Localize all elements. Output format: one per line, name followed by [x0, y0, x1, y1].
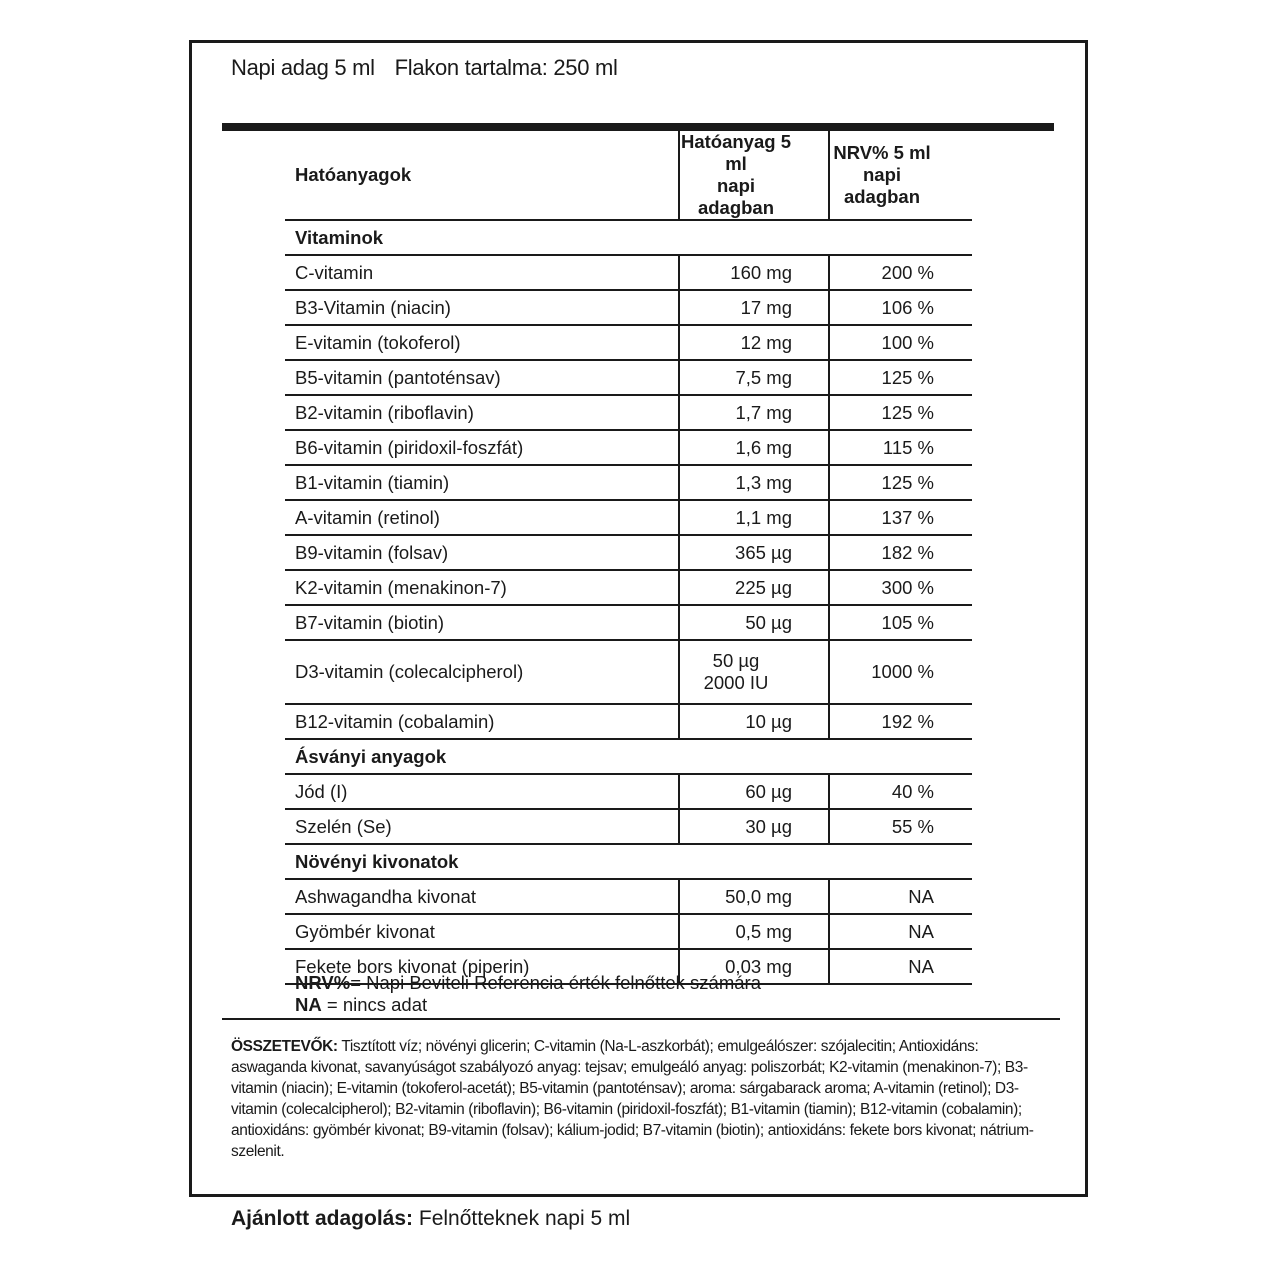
- recommended-dosage: [231, 1207, 630, 1231]
- ingredient-name: B9-vitamin (folsav): [285, 535, 679, 570]
- nrv-note: [295, 972, 761, 994]
- nrv-key: NRV%: [295, 972, 351, 993]
- section-vitamins: [285, 220, 972, 255]
- ingredient-name: C-vitamin: [285, 255, 679, 290]
- ingredients-rule: [222, 1018, 1060, 1020]
- ingredient-amount: 225 µg: [679, 570, 829, 605]
- ingredients-list: Tisztított víz; növényi glicerin; C-vitamin (Na-L-aszkorbát); emulgeálószer: szójalecitin; Antioxidáns: aswaganda kivonat, savanyúságot szabályozó anyag: tejsav; emulgeáló anyag: poliszorbát; K2-vitamin (menakinon-7); B3-vitamin (niacin); E-vitamin (tokoferol-acetát); B5-vitamin (pantoténsav); aroma: sárgabarack aroma; A-vitamin (retinol); D3-vitamin (colecalcipherol); B2-vitamin (riboflavin); B6-vitamin (piridoxil-foszfát); B1-vitamin (tiamin); B12-vitamin (cobalamin); antioxidáns: gyömbér kivonat; B9-vitamin (folsav); kálium-jodid; B7-vitamin (biotin); antioxidáns: fekete bors kivonat; nátrium-szelenit.: [231, 1038, 1034, 1160]
- ingredient-nrv: 125 %: [829, 465, 972, 500]
- table-row: [285, 360, 972, 395]
- table-row: [285, 535, 972, 570]
- ingredient-amount: 160 mg: [679, 255, 829, 290]
- ingredient-name: A-vitamin (retinol): [285, 500, 679, 535]
- dosage-label: Ajánlott adagolás:: [231, 1207, 414, 1230]
- ingredient-name: B5-vitamin (pantoténsav): [285, 360, 679, 395]
- ingredient-nrv: NA: [829, 949, 972, 984]
- table-row: [285, 395, 972, 430]
- section-minerals: [285, 739, 972, 774]
- table-row: [285, 605, 972, 640]
- ingredients-text: [231, 1036, 1051, 1162]
- ingredient-amount: 365 µg: [679, 535, 829, 570]
- ingredient-nrv: 106 %: [829, 290, 972, 325]
- table-row: [285, 914, 972, 949]
- section-title: Ásványi anyagok: [285, 739, 972, 774]
- ingredient-nrv: 192 %: [829, 704, 972, 739]
- header-nrv: [829, 131, 972, 220]
- ingredient-amount: 10 µg: [679, 704, 829, 739]
- na-text: = nincs adat: [321, 994, 428, 1015]
- ingredient-name: E-vitamin (tokoferol): [285, 325, 679, 360]
- nutrition-table: [285, 131, 972, 985]
- header-active-ingredients: Hatóanyagok: [285, 131, 679, 220]
- ingredient-name: B3-Vitamin (niacin): [285, 290, 679, 325]
- na-note: [295, 994, 761, 1016]
- ingredient-amount: 1,7 mg: [679, 395, 829, 430]
- ingredient-nrv: NA: [829, 914, 972, 949]
- ingredient-nrv: 1000 %: [829, 640, 972, 704]
- legend-notes: [295, 972, 761, 1016]
- ingredient-amount: 1,3 mg: [679, 465, 829, 500]
- header-amount: [679, 131, 829, 220]
- ingredient-name: B12-vitamin (cobalamin): [285, 704, 679, 739]
- ingredient-nrv: 55 %: [829, 809, 972, 844]
- ingredient-nrv: 105 %: [829, 605, 972, 640]
- table-row: [285, 290, 972, 325]
- ingredient-amount: 1,1 mg: [679, 500, 829, 535]
- table-row: [285, 774, 972, 809]
- header-amount-line1: Hatóanyag 5 ml: [680, 131, 791, 174]
- ingredient-name: Gyömbér kivonat: [285, 914, 679, 949]
- ingredient-amount: 50,0 mg: [679, 879, 829, 914]
- ingredient-name: Szelén (Se): [285, 809, 679, 844]
- ingredient-nrv: 115 %: [829, 430, 972, 465]
- ingredient-amount: 17 mg: [679, 290, 829, 325]
- table-header-row: [285, 131, 972, 220]
- table-row: [285, 465, 972, 500]
- ingredient-amount: 50 µg: [679, 605, 829, 640]
- ingredient-name: K2-vitamin (menakinon-7): [285, 570, 679, 605]
- amount-line1: 50 µg: [712, 650, 760, 671]
- table-body: [285, 220, 972, 984]
- table-row: [285, 255, 972, 290]
- table-row: [285, 500, 972, 535]
- nrv-text: = Napi Beviteli Referencia érték felnőttek számára: [350, 972, 761, 993]
- ingredient-nrv: 40 %: [829, 774, 972, 809]
- ingredient-amount: 7,5 mg: [679, 360, 829, 395]
- section-title: Vitaminok: [285, 220, 972, 255]
- table-row: [285, 809, 972, 844]
- table-row: [285, 430, 972, 465]
- ingredient-nrv: 200 %: [829, 255, 972, 290]
- ingredient-name: D3-vitamin (colecalcipherol): [285, 640, 679, 704]
- ingredient-name: Jód (I): [285, 774, 679, 809]
- daily-dose: Napi adag 5 ml: [231, 55, 375, 80]
- section-title: Növényi kivonatok: [285, 844, 972, 879]
- ingredient-nrv: 300 %: [829, 570, 972, 605]
- ingredient-name: Fekete bors kivonat (piperin): [285, 949, 679, 984]
- ingredient-amount: 0,03 mg: [679, 949, 829, 984]
- amount-line2: 2000 IU: [703, 672, 769, 693]
- ingredient-amount: [679, 640, 829, 704]
- section-plants: [285, 844, 972, 879]
- ingredient-amount: 12 mg: [679, 325, 829, 360]
- ingredient-name: B7-vitamin (biotin): [285, 605, 679, 640]
- ingredient-name: B1-vitamin (tiamin): [285, 465, 679, 500]
- ingredient-name: B2-vitamin (riboflavin): [285, 395, 679, 430]
- ingredient-nrv: 125 %: [829, 395, 972, 430]
- table-row: [285, 570, 972, 605]
- table-row: [285, 325, 972, 360]
- ingredients-label: ÖSSZETEVŐK:: [231, 1038, 338, 1055]
- header-nrv-line1: NRV% 5 ml: [833, 142, 931, 163]
- ingredient-nrv: 125 %: [829, 360, 972, 395]
- na-key: NA: [295, 994, 322, 1015]
- table-row: [285, 879, 972, 914]
- ingredient-amount: 60 µg: [679, 774, 829, 809]
- ingredient-amount: 0,5 mg: [679, 914, 829, 949]
- header-nrv-line2: napi adagban: [843, 164, 921, 207]
- dose-info: [231, 55, 618, 81]
- ingredient-nrv: 137 %: [829, 500, 972, 535]
- bottle-content: Flakon tartalma: 250 ml: [394, 55, 618, 80]
- ingredient-nrv: 100 %: [829, 325, 972, 360]
- ingredient-name: Ashwagandha kivonat: [285, 879, 679, 914]
- dosage-text: Felnőtteknek napi 5 ml: [413, 1207, 631, 1230]
- table-row: [285, 704, 972, 739]
- header-amount-line2: napi adagban: [697, 175, 775, 218]
- ingredient-nrv: NA: [829, 879, 972, 914]
- table-row: [285, 640, 972, 704]
- header-rule: [222, 123, 1054, 131]
- ingredient-name: B6-vitamin (piridoxil-foszfát): [285, 430, 679, 465]
- ingredient-nrv: 182 %: [829, 535, 972, 570]
- ingredient-amount: 1,6 mg: [679, 430, 829, 465]
- ingredient-amount: 30 µg: [679, 809, 829, 844]
